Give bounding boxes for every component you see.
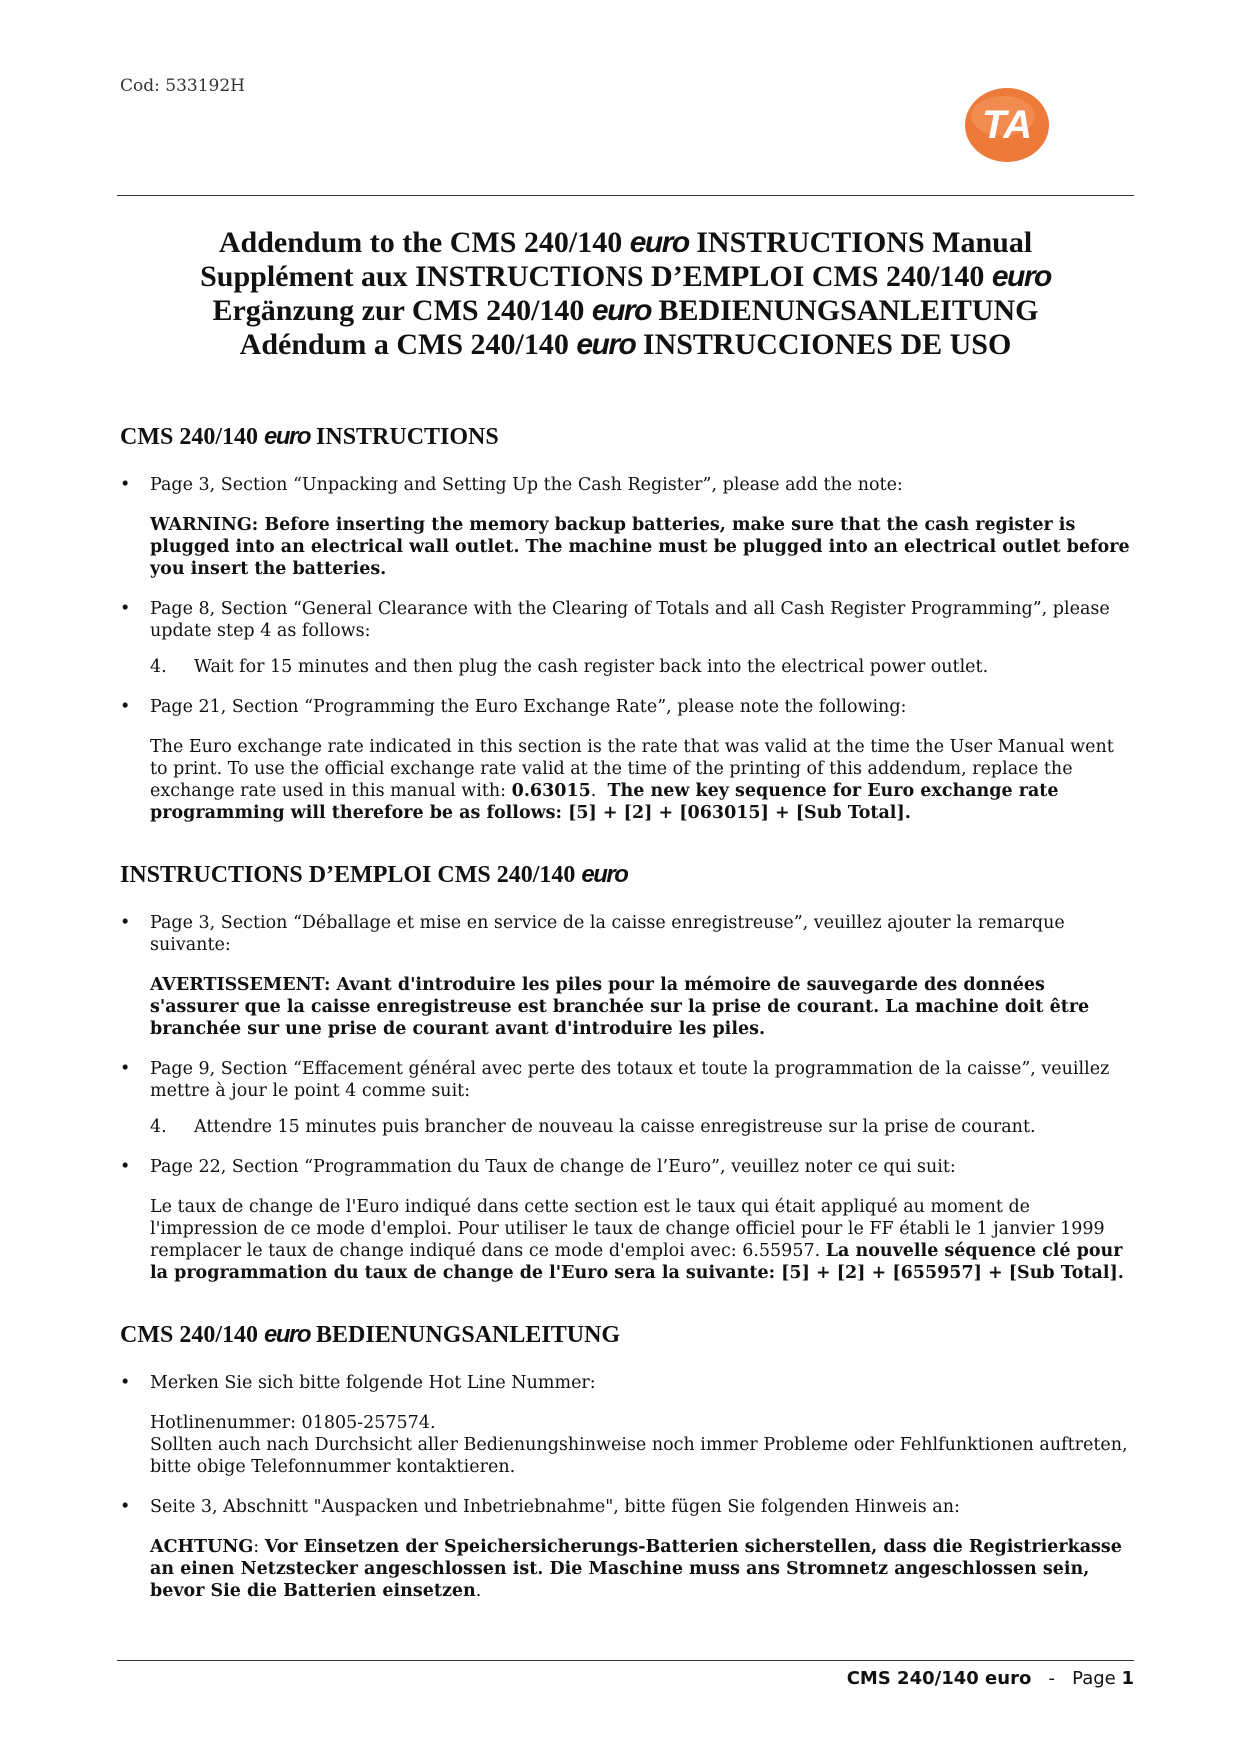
warning-note: WARNING: Before inserting the memory backup batteries, make sure that the cash register is plugged into an electrical wall outlet. The machine must be plugged into an electrical outlet before you insert the batteries. [150,515,1130,579]
list-item: • Merken Sie sich bitte folgende Hot Line Nummer: [120,1373,596,1393]
list-item: • Page 3, Section “Déballage et mise en service de la caisse enregistreuse”, veuillez ajouter la remarque suivante: [120,913,1065,955]
list-item: • Page 9, Section “Effacement général avec perte des totaux et toute la programmation de la caisse”, veuillez mettre à jour le point 4 comme suit: [120,1059,1110,1101]
bullet-icon: • [120,475,131,495]
bullet-icon: • [120,697,131,717]
document-code: Cod: 533192H [120,76,245,96]
footer-page-number: 1 [1121,1668,1134,1689]
bullet-icon: • [120,1059,131,1079]
section-heading-de: CMS 240/140 euro BEDIENUNGSANLEITUNG [120,1321,621,1348]
bullet-icon: • [120,1157,131,1177]
exchange-rate-paragraph: The Euro exchange rate indicated in this section is the rate that was valid at the time the User Manual went to print. To use the official exchange rate valid at the time of the printing of this addendum, replace the exchange rate used in this manual with: 0.63015. The new key sequence for Euro exchange rate programming will therefore be as follows: [5] + [2] + [063015] + [Sub Total]. [150,737,1114,823]
logo-text: TA [981,103,1033,147]
bullet-icon: • [120,599,131,619]
section-heading-en: CMS 240/140 euro INSTRUCTIONS [120,423,499,450]
warning-note: ACHTUNG: Vor Einsetzen der Speichersicherungs-Batterien sicherstellen, dass die Registrierkasse an einen Netzstecker angeschlossen ist. Die Maschine muss ans Stromnetz angeschlossen sein, bevor Sie die Batterien einsetzen. [150,1537,1122,1601]
footer-page-label: Page [1072,1668,1116,1689]
header-rule [117,195,1134,196]
bullet-icon: • [120,1497,131,1517]
warning-note: AVERTISSEMENT: Avant d'introduire les piles pour la mémoire de sauvegarde des données s'assurer que la caisse enregistreuse est branchée sur la prise de courant. La machine doit être branchée sur une prise de courant avant d'introduire les piles. [150,975,1090,1039]
document-body [120,422,1130,1602]
list-item: • Page 8, Section “General Clearance with the Clearing of Totals and all Cash Register Programming”, please update step 4 as follows: [120,599,1110,641]
title-line-es: Adéndum a CMS 240/140 euro INSTRUCCIONES DE USO [239,328,1012,361]
title-line-de: Ergänzung zur CMS 240/140 euro BEDIENUNGSANLEITUNG [212,294,1039,327]
ta-logo [963,86,1051,164]
title-line-fr: Supplément aux INSTRUCTIONS D’EMPLOI CMS 240/140 euro [200,260,1051,293]
list-item: • Page 22, Section “Programmation du Taux de change de l’Euro”, veuillez noter ce qui suit: [120,1157,956,1177]
hotline-text: Sollten auch nach Durchsicht aller Bedienungshinweise noch immer Probleme oder Fehlfunktionen auftreten, bitte obige Telefonnummer kontaktieren. [150,1435,1128,1477]
title-block [117,226,1134,362]
footer-rule [117,1660,1134,1661]
bullet-icon: • [120,913,131,933]
hotline-number: Hotlinenummer: 01805-257574. [150,1413,436,1433]
numbered-step: 4. Wait for 15 minutes and then plug the cash register back into the electrical power outlet. [150,657,989,677]
footer-model: CMS 240/140 euro [846,1668,1032,1689]
list-item: • Page 21, Section “Programming the Euro Exchange Rate”, please note the following: [120,697,907,717]
title-line-en: Addendum to the CMS 240/140 euro INSTRUCTIONS Manual [218,226,1033,259]
section-heading-fr: INSTRUCTIONS D’EMPLOI CMS 240/140 euro [120,861,628,888]
list-item: • Seite 3, Abschnitt "Auspacken und Inbetriebnahme", bitte fügen Sie folgenden Hinweis an: [120,1497,960,1517]
page-footer [117,1668,1134,1689]
numbered-step: 4. Attendre 15 minutes puis brancher de nouveau la caisse enregistreuse sur la prise de courant. [150,1117,1036,1137]
footer-separator: - [1048,1668,1055,1689]
exchange-rate-paragraph: Le taux de change de l'Euro indiqué dans cette section est le taux qui était appliqué au moment de l'impression de ce mode d'emploi. Pour utiliser le taux de change officiel pour le FF établi le 1 janvier 1999 remplacer le taux de change indiqué dans ce mode d'emploi avec: 6.55957. La nouvelle séquence clé pour la programmation du taux de change de l'Euro sera la suivante: [5] + [2] + [655957] + [Sub Total]. [150,1197,1124,1283]
list-item: • Page 3, Section “Unpacking and Setting Up the Cash Register”, please add the note: [120,475,903,495]
bullet-icon: • [120,1373,131,1393]
